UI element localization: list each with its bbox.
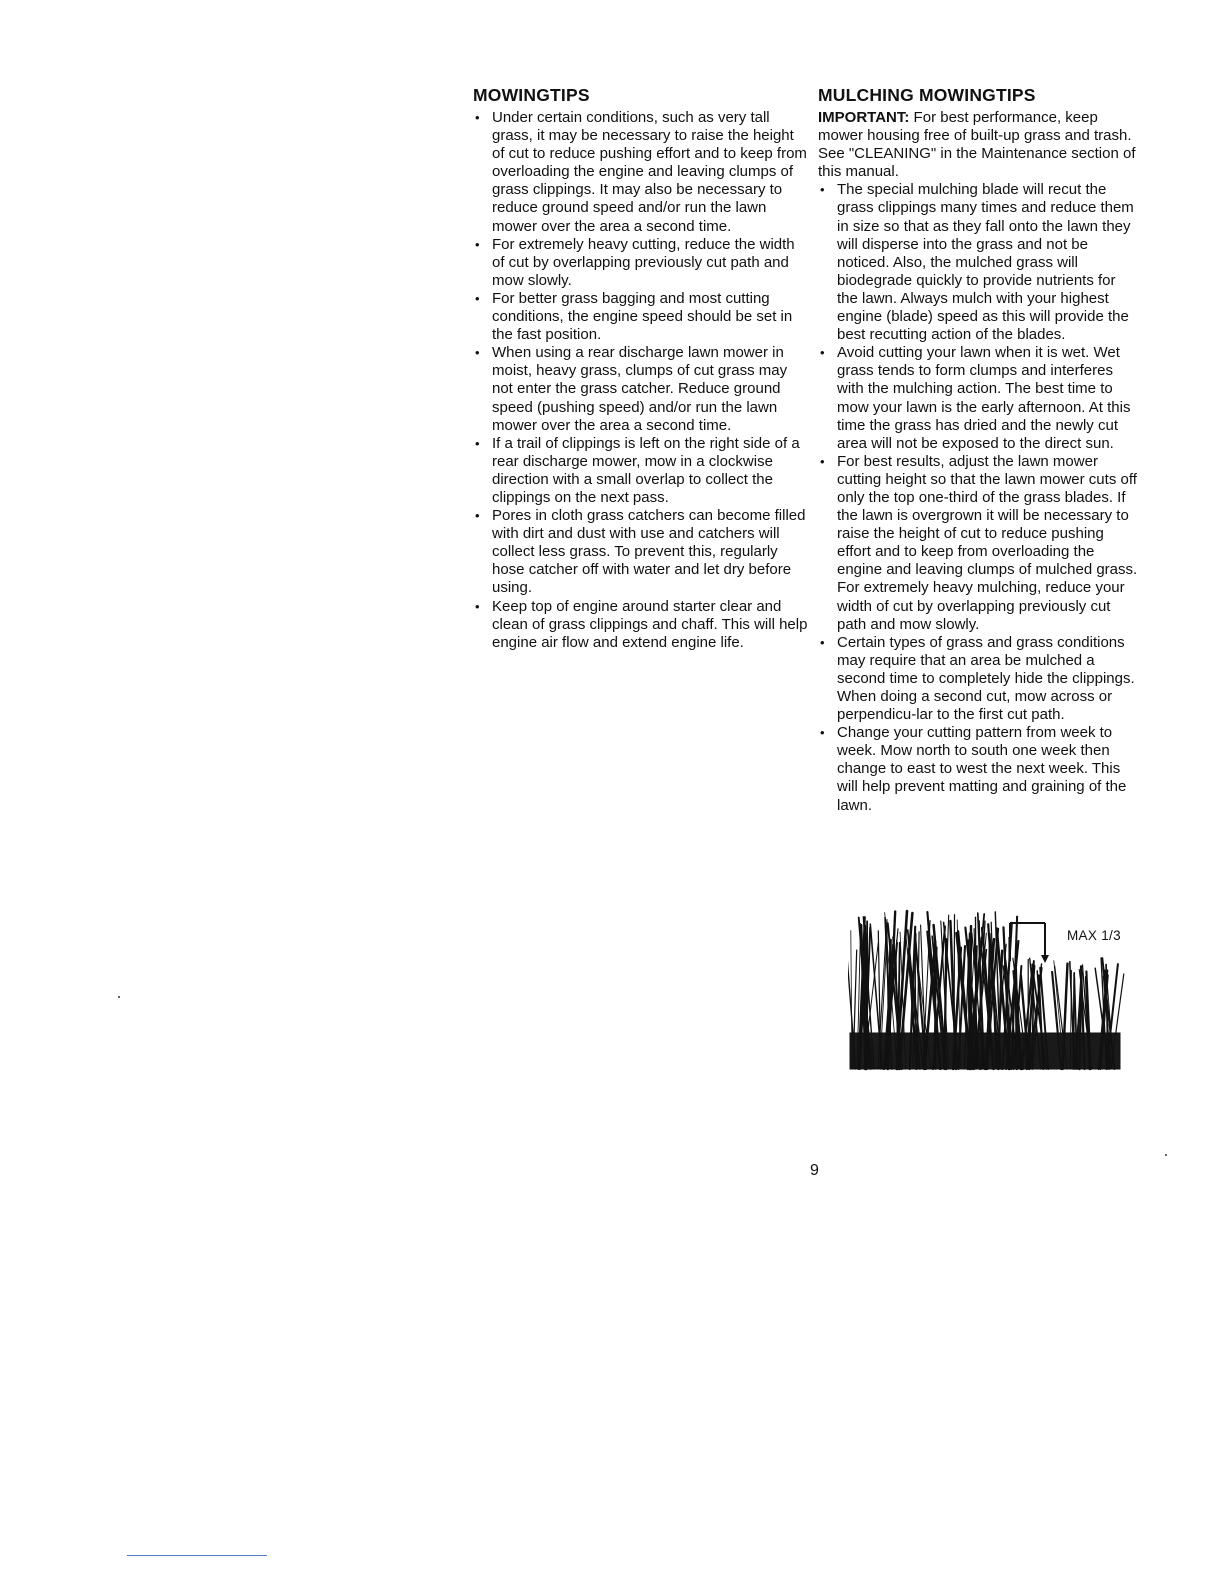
list-item: • Avoid cutting your lawn when it is wet. Wet grass tends to form clumps and interferes with the mulching action. The best time to mow your lawn is the early afternoon. At this time the grass has dried and the newly cut area will not be exposed to the direct sun.	[818, 344, 1138, 453]
mowing-tips-list	[473, 109, 808, 652]
list-item: • Certain types of grass and grass conditions may require that an area be mulched a second time to completely hide the clippings. When doing a second cut, mow across or perpendicu-lar to the first cut path.	[818, 634, 1138, 724]
list-item: • The special mulching blade will recut the grass clippings many times and reduce them in size so that as they fall onto the lawn they will disperse into the grass and not be noticed. Also, the mulched grass will biodegrade quickly to provide nutrients for the lawn. Always mulch with your highest engine (blade) speed as this will provide the best recutting action of the blades.	[818, 181, 1138, 344]
important-note	[818, 109, 1138, 181]
list-item: • Pores in cloth grass catchers can become filled with dirt and dust with use and catchers will collect less grass. To prevent this, regularly hose catcher off with water and let dry before using.	[473, 507, 808, 597]
important-label: IMPORTANT:	[818, 109, 910, 126]
important-text: For best performance, keep mower housing free of built-up grass and trash. See "CLEANING" in the Maintenance section of this manual.	[818, 109, 1136, 181]
list-item: • For best results, adjust the lawn mower cutting height so that the lawn mower cuts off only the top one-third of the grass blades. If the lawn is overgrown it will be necessary to raise the height of cut to reduce pushing effort and to keep from overloading the engine and leaving clumps of mulched grass. For extremely heavy mulching, reduce your width of cut by overlapping previously cut path and mow slowly.	[818, 453, 1138, 634]
mulching-tips-list	[818, 181, 1138, 814]
list-item: • For extremely heavy cutting, reduce the width of cut by overlapping previously cut path and mow slowly.	[473, 236, 808, 290]
arrow-down-icon	[1041, 955, 1049, 963]
mowing-tips-section	[473, 84, 808, 652]
mulching-tips-heading: MULCHING MOWINGTIPS	[818, 85, 1036, 105]
scan-speck	[1165, 1154, 1167, 1156]
mowing-tips-heading: MOWINGTIPS	[473, 85, 590, 105]
footer-rule	[127, 1555, 267, 1556]
list-item: • If a trail of clippings is left on the right side of a rear discharge mower, mow in a clockwise direction with a small overlap to collect the clippings on the next pass.	[473, 435, 808, 507]
max-one-third-label: MAX 1/3	[1067, 928, 1121, 943]
list-item: • Change your cutting pattern from week to week. Mow north to south one week then change to east to west the next week. This will help prevent matting and graining of the lawn.	[818, 724, 1138, 814]
page-number: 9	[810, 1162, 819, 1179]
list-item: • When using a rear discharge lawn mower in moist, heavy grass, clumps of cut grass may not enter the grass catcher. Reduce ground speed (pushing speed) and/or run the lawn mower over the area a second time.	[473, 344, 808, 434]
list-item: • Under certain conditions, such as very tall grass, it may be necessary to raise the height of cut to reduce pushing effort and to keep from overloading the engine and leaving clumps of grass clippings. It may also be necessary to reduce ground speed and/or run the lawn mower over the area a second time.	[473, 109, 808, 236]
scan-speck	[118, 996, 120, 998]
mulching-tips-section	[818, 84, 1138, 815]
list-item: • For better grass bagging and most cutting conditions, the engine speed should be set in the fast position.	[473, 290, 808, 344]
list-item: • Keep top of engine around starter clear and clean of grass clippings and chaff. This will help engine air flow and extend engine life.	[473, 598, 808, 652]
